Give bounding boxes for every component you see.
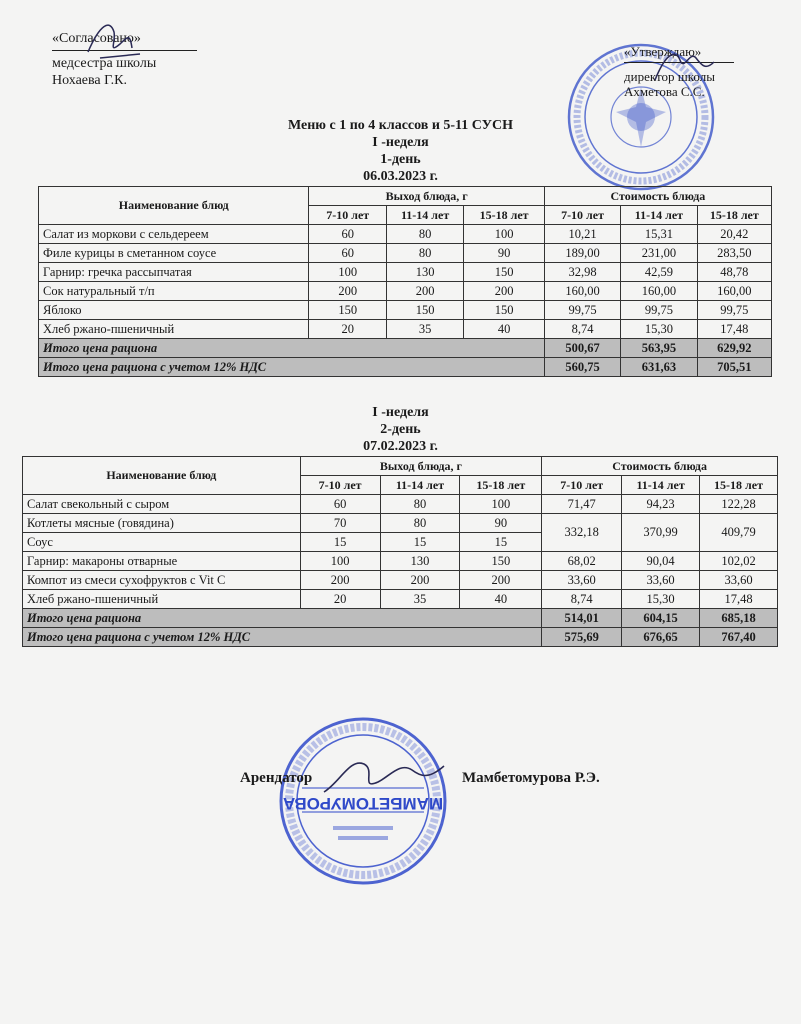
yield-cell: 80 xyxy=(380,495,460,514)
cost-cell: 17,48 xyxy=(700,590,778,609)
yield-cell: 20 xyxy=(309,320,386,339)
cost-cell: 15,30 xyxy=(621,320,697,339)
yield-cell: 15 xyxy=(300,533,380,552)
yield-cell: 40 xyxy=(460,590,542,609)
cost-cell: 20,42 xyxy=(697,225,771,244)
day2-week: I -неделя xyxy=(372,405,429,420)
yield-cell: 100 xyxy=(309,263,386,282)
cost-cell: 68,02 xyxy=(542,552,622,571)
table-row xyxy=(23,571,778,590)
yield-cell: 80 xyxy=(386,244,463,263)
tenant-role: Арендатор xyxy=(240,770,313,786)
yield-cell: 60 xyxy=(309,225,386,244)
yield-cell: 100 xyxy=(460,495,542,514)
age-header: 7-10 лет xyxy=(309,206,386,225)
age-header: 15-18 лет xyxy=(700,476,778,495)
col-cost: Стоимость блюда xyxy=(542,457,778,476)
yield-cell: 20 xyxy=(300,590,380,609)
merged-cost-cell: 370,99 xyxy=(622,514,700,552)
total-label: Итого цена рациона xyxy=(39,339,545,358)
yield-cell: 200 xyxy=(386,282,463,301)
total-cell: 685,18 xyxy=(700,609,778,628)
cost-cell: 189,00 xyxy=(544,244,620,263)
age-header: 15-18 лет xyxy=(464,206,545,225)
cost-cell: 10,21 xyxy=(544,225,620,244)
day2-date: 07.02.2023 г. xyxy=(363,439,438,454)
total-vat-cell: 705,51 xyxy=(697,358,771,377)
yield-cell: 100 xyxy=(464,225,545,244)
table-row xyxy=(39,263,772,282)
yield-cell: 90 xyxy=(460,514,542,533)
cost-cell: 94,23 xyxy=(622,495,700,514)
yield-cell: 150 xyxy=(309,301,386,320)
yield-cell: 200 xyxy=(300,571,380,590)
tenant-name: Мамбетомурова Р.Э. xyxy=(462,770,600,786)
yield-cell: 35 xyxy=(386,320,463,339)
total-row xyxy=(39,339,772,358)
director-title: директор школы xyxy=(624,69,715,84)
dish-name: Сок натуральный т/п xyxy=(39,282,309,301)
yield-cell: 60 xyxy=(300,495,380,514)
yield-cell: 150 xyxy=(464,301,545,320)
col-dish-name: Наименование блюд xyxy=(23,457,301,495)
age-header: 15-18 лет xyxy=(697,206,771,225)
total-cell: 500,67 xyxy=(544,339,620,358)
table-row xyxy=(39,301,772,320)
day1-date: 06.03.2023 г. xyxy=(363,169,438,184)
total-vat-cell: 767,40 xyxy=(700,628,778,647)
cost-cell: 33,60 xyxy=(542,571,622,590)
cost-cell: 15,31 xyxy=(621,225,697,244)
merged-cost-cell: 409,79 xyxy=(700,514,778,552)
table-row xyxy=(39,244,772,263)
age-header: 11-14 лет xyxy=(386,206,463,225)
table-row xyxy=(39,282,772,301)
age-header: 11-14 лет xyxy=(622,476,700,495)
yield-cell: 80 xyxy=(386,225,463,244)
total-vat-cell: 575,69 xyxy=(542,628,622,647)
age-header: 11-14 лет xyxy=(380,476,460,495)
table-row xyxy=(23,514,778,533)
table-row xyxy=(39,320,772,339)
seal-name: МАМБЕТОМУРОВА xyxy=(282,794,444,813)
approved-label: «Утверждаю» xyxy=(624,44,702,59)
dish-name: Соус xyxy=(23,533,301,552)
director-name: Ахметова С.С. xyxy=(624,84,705,99)
cost-cell: 231,00 xyxy=(621,244,697,263)
age-header: 7-10 лет xyxy=(542,476,622,495)
dish-name: Салат из моркови с сельдереем xyxy=(39,225,309,244)
cost-cell: 8,74 xyxy=(544,320,620,339)
dish-name: Салат свекольный с сыром xyxy=(23,495,301,514)
cost-cell: 48,78 xyxy=(697,263,771,282)
cost-cell: 160,00 xyxy=(697,282,771,301)
nurse-title: медсестра школы xyxy=(52,56,157,71)
yield-cell: 70 xyxy=(300,514,380,533)
age-header: 15-18 лет xyxy=(460,476,542,495)
dish-name: Хлеб ржано-пшеничный xyxy=(23,590,301,609)
day2-menu-table xyxy=(22,456,778,647)
table-row xyxy=(23,552,778,571)
cost-cell: 160,00 xyxy=(544,282,620,301)
yield-cell: 150 xyxy=(460,552,542,571)
total-cell: 629,92 xyxy=(697,339,771,358)
cost-cell: 99,75 xyxy=(697,301,771,320)
cost-cell: 102,02 xyxy=(700,552,778,571)
cost-cell: 122,28 xyxy=(700,495,778,514)
yield-cell: 90 xyxy=(464,244,545,263)
col-dish-name: Наименование блюд xyxy=(39,187,309,225)
cost-cell: 71,47 xyxy=(542,495,622,514)
total-vat-cell: 631,63 xyxy=(621,358,697,377)
yield-cell: 200 xyxy=(309,282,386,301)
cost-cell: 17,48 xyxy=(697,320,771,339)
cost-cell: 283,50 xyxy=(697,244,771,263)
yield-cell: 15 xyxy=(380,533,460,552)
nurse-signature xyxy=(80,14,150,74)
day2-day: 2-день xyxy=(380,422,421,437)
cost-cell: 99,75 xyxy=(621,301,697,320)
yield-cell: 40 xyxy=(464,320,545,339)
cost-cell: 8,74 xyxy=(542,590,622,609)
dish-name: Компот из смеси сухофруктов с Vit C xyxy=(23,571,301,590)
day1-menu-table xyxy=(38,186,772,377)
director-signature xyxy=(650,40,720,90)
agreed-label: «Согласовано» xyxy=(52,31,141,46)
yield-cell: 35 xyxy=(380,590,460,609)
yield-cell: 150 xyxy=(386,301,463,320)
total-cell: 563,95 xyxy=(621,339,697,358)
cost-cell: 33,60 xyxy=(622,571,700,590)
total-vat-label: Итого цена рациона с учетом 12% НДС xyxy=(39,358,545,377)
table-row xyxy=(23,495,778,514)
yield-cell: 200 xyxy=(380,571,460,590)
cost-cell: 90,04 xyxy=(622,552,700,571)
tenant-signature xyxy=(320,752,450,802)
dish-name: Хлеб ржано-пшеничный xyxy=(39,320,309,339)
age-header: 7-10 лет xyxy=(544,206,620,225)
yield-cell: 150 xyxy=(464,263,545,282)
yield-cell: 130 xyxy=(386,263,463,282)
cost-cell: 160,00 xyxy=(621,282,697,301)
dish-name: Гарнир: макароны отварные xyxy=(23,552,301,571)
dish-name: Яблоко xyxy=(39,301,309,320)
dish-name: Котлеты мясные (говядина) xyxy=(23,514,301,533)
total-cell: 604,15 xyxy=(622,609,700,628)
cost-cell: 42,59 xyxy=(621,263,697,282)
age-header: 11-14 лет xyxy=(621,206,697,225)
yield-cell: 130 xyxy=(380,552,460,571)
cost-cell: 99,75 xyxy=(544,301,620,320)
yield-cell: 15 xyxy=(460,533,542,552)
col-yield: Выход блюда, г xyxy=(309,187,544,206)
dish-name: Гарнир: гречка рассыпчатая xyxy=(39,263,309,282)
table-row xyxy=(23,590,778,609)
cost-cell: 33,60 xyxy=(700,571,778,590)
yield-cell: 100 xyxy=(300,552,380,571)
col-cost: Стоимость блюда xyxy=(544,187,771,206)
total-vat-cell: 676,65 xyxy=(622,628,700,647)
cost-cell: 32,98 xyxy=(544,263,620,282)
yield-cell: 80 xyxy=(380,514,460,533)
total-vat-cell: 560,75 xyxy=(544,358,620,377)
total-vat-row xyxy=(39,358,772,377)
nurse-name: Нохаева Г.К. xyxy=(52,73,127,88)
day1-week: I -неделя xyxy=(372,135,429,150)
yield-cell: 60 xyxy=(309,244,386,263)
cost-cell: 15,30 xyxy=(622,590,700,609)
col-yield: Выход блюда, г xyxy=(300,457,542,476)
day1-day: 1-день xyxy=(380,152,421,167)
dish-name: Филе курицы в сметанном соусе xyxy=(39,244,309,263)
total-vat-row xyxy=(23,628,778,647)
total-label: Итого цена рациона xyxy=(23,609,542,628)
yield-cell: 200 xyxy=(460,571,542,590)
table-row xyxy=(39,225,772,244)
yield-cell: 200 xyxy=(464,282,545,301)
menu-title: Меню с 1 по 4 классов и 5-11 СУСН xyxy=(287,118,513,133)
total-cell: 514,01 xyxy=(542,609,622,628)
merged-cost-cell: 332,18 xyxy=(542,514,622,552)
age-header: 7-10 лет xyxy=(300,476,380,495)
total-row xyxy=(23,609,778,628)
total-vat-label: Итого цена рациона с учетом 12% НДС xyxy=(23,628,542,647)
